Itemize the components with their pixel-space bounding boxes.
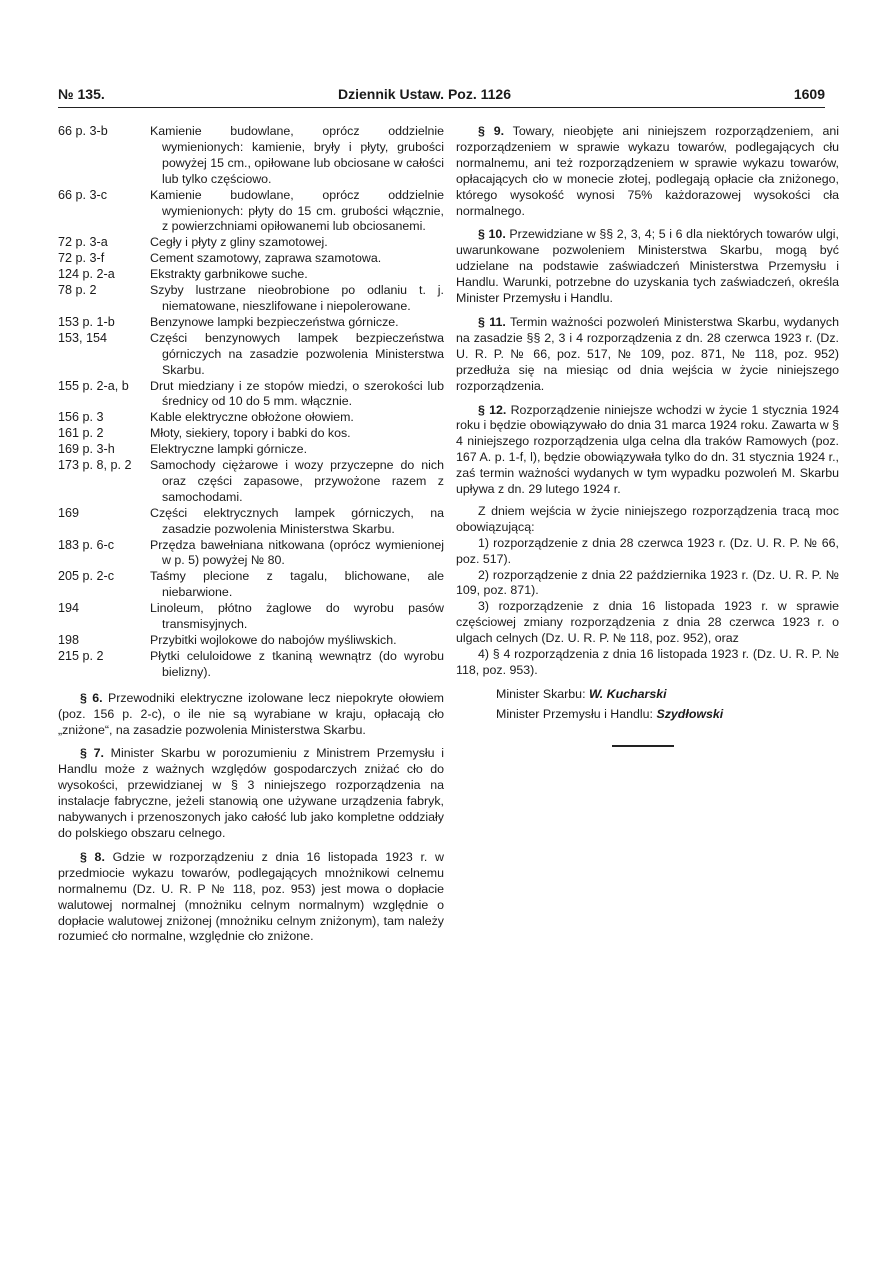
paragraph-text: Gdzie w rozporządzeniu z dnia 16 listopada 1923 r. w przedmiocie wykazu towarów, podlegających mnożnikowi celnemu normalnemu (Dz. U. R. P № 118, poz. 953) jest mowa o dopłacie walutowej normalnej (mnożniku celnym normalnym) względnie o dopłacie walutowej zniżonej (mnożniku celnym zniżonym), tam należy rozumieć cło normalne, względnie cło zniżone. [58, 849, 444, 944]
right-column [456, 124, 839, 747]
paragraph-text: Przewidziane w §§ 2, 3, 4; 5 i 6 dla niektórych towarów ulgi, uwarunkowane pozwoleniem Ministerstwa Skarbu, mogą być udzielane na podstawie zaświadczeń Ministerstwa Przemysłu i Handlu. Warunki, potrzebne do uzyskania tych zaświadczeń, określa Minister Przemysłu i Handlu. [456, 227, 839, 306]
tariff-description: Szyby lustrzane nieobrobione po odlaniu t. j. niematowane, nieszlifowane i niepolerowane. [150, 283, 444, 313]
page-header [58, 86, 825, 106]
tariff-ref: 124 p. 2-a [58, 267, 115, 282]
table-row [58, 601, 444, 633]
paragraph [456, 124, 839, 219]
right-paragraphs [456, 124, 839, 498]
tariff-ref: 153, 154 [58, 330, 108, 345]
tariff-description: Cegły i płyty z gliny szamotowej. [150, 235, 328, 250]
section-number: § 6. [80, 690, 103, 705]
tariff-description: Przybitki wojlokowe do nabojów myśliwskich. [150, 633, 397, 647]
table-row [58, 124, 444, 188]
paragraph [58, 746, 444, 841]
paragraph-text: Towary, nieobjęte ani niniejszem rozporządzeniem, ani rozporządzeniem w sprawie wykazu towarów, podlegających cłu normalnemu, ani też rozporządzeniem w sprawie wykazu towarów, opłacających cło w monecie złotej, podlegają opłacie cła zniżonego, którego wysokość wynosi 75% każdorazowej wysokości cła normalnego. [456, 124, 839, 218]
signature-name: W. Kucharski [588, 686, 667, 701]
tariff-description: Linoleum, płótno żaglowe do wyrobu pasów transmisyjnych. [150, 601, 444, 632]
table-row [58, 331, 444, 379]
table-row [58, 379, 444, 411]
tariff-description: Części elektrycznych lampek górniczych, na zasadzie pozwolenia Ministerstwa Skarbu. [150, 505, 444, 536]
tariff-ref: 169 [58, 505, 80, 520]
header-rule [58, 107, 825, 108]
tariff-description: Części benzynowych lampek bezpieczeństwa górniczych na zasadzie pozwolenia Ministerstwa Skarbu. [150, 330, 444, 377]
paragraph-text: Termin ważności pozwoleń Ministerstwa Skarbu, wydanych na zasadzie §§ 2, 3 i 4 rozporządzenia z dn. 28 czerwca 1923 r. (Dz. U. R. P. № 66, poz. 517, № 109, poz. 871, № 118, poz. 952) przedłuża się na miesiąc od dnia wejścia w życie niniejszego rozporządzenia. [456, 314, 839, 393]
repeal-item: 4) § 4 rozporządzenia z dnia 16 listopada 1923 r. (Dz. U. R. P. № 118, poz. 953). [456, 647, 839, 677]
tariff-description: Samochody ciężarowe i wozy przyczepne do nich oraz części zapasowe, przywożone razem z samochodami. [150, 458, 444, 504]
tariff-description: Ekstrakty garbnikowe suche. [150, 267, 308, 282]
section-number: § 12. [478, 402, 507, 417]
tariff-description: Cement szamotowy, zaprawa szamotowa. [150, 251, 382, 266]
tariff-description: Kamienie budowlane, oprócz oddzielnie wymienionych: kamienie, bryły i płyty, grubości powyżej 15 cm., opiłowane lub obciosane w całości lub tylko częściowo. [150, 124, 444, 186]
tariff-description: Młoty, siekiery, topory i babki do kos. [150, 426, 351, 441]
table-row [58, 506, 444, 538]
signature-line [456, 707, 839, 723]
issue-number: № 135. [58, 86, 105, 102]
end-rule [612, 745, 674, 747]
table-row [58, 442, 444, 458]
tariff-ref: 72 p. 3-f [58, 251, 105, 266]
tariff-description: Kamienie budowlane, oprócz oddzielnie wymienionych: płyty do 15 cm. grubości włącznie, z powierzchniami opiłowanemi lub obciosanemi. [150, 187, 444, 234]
table-row [58, 426, 444, 442]
paragraph [58, 691, 444, 739]
paragraph [456, 227, 839, 307]
tariff-ref: 215 p. 2 [58, 648, 104, 663]
tariff-description: Kable elektryczne obłożone ołowiem. [150, 410, 354, 425]
signature-name: Szydłowski [656, 706, 724, 721]
tariff-table [58, 124, 444, 681]
tariff-ref: 173 p. 8, p. 2 [58, 458, 132, 473]
repeal-item: 1) rozporządzenie z dnia 28 czerwca 1923 r. (Dz. U. R. P. № 66, poz. 517). [456, 535, 839, 566]
paragraph-text: Minister Skarbu w porozumieniu z Ministrem Przemysłu i Handlu może z ważnych względów gospodarczych zniżać cło do wysokości, przewidzianej w § 3 niniejszego rozporządzenia na instalacje fabryczne, jeżeli stanowią one używane urządzenia fabryk, nabywanych i przenoszonych jako całość lub jako kompletne oddziały do polskiego obszaru celnego. [58, 746, 444, 840]
left-paragraphs [58, 691, 444, 946]
repeal-intro: Z dniem wejścia w życie niniejszego rozporządzenia tracą moc obowiązującą: [456, 503, 839, 534]
tariff-ref: 183 p. 6-c [58, 537, 115, 552]
page-number: 1609 [793, 86, 825, 102]
section-number: § 9. [478, 124, 505, 138]
tariff-ref: 198 [58, 633, 80, 647]
table-row [58, 188, 444, 236]
signature-role: Minister Skarbu: [496, 686, 586, 701]
tariff-description: Elektryczne lampki górnicze. [150, 442, 308, 457]
section-number: § 7. [80, 746, 104, 761]
table-row [58, 649, 444, 681]
paragraph-text: Rozporządzenie niniejsze wchodzi w życie 1 stycznia 1924 roku i będzie obowiązywało do dnia 31 marca 1924 roku. Zawarta w § 4 niniejszego rozporządzenia ulga celna dla traków Ramowych (poz. 167 A. p. 1-f, l), będzie obowiązywała tylko do dn. 31 stycznia 1924 r., zaś termin ważności wydanych w tym wypadku pozwoleń M. Skarbu upływa z dn. 29 lutego 1924 r. [456, 402, 839, 497]
section-number: § 8. [80, 849, 105, 864]
table-row [58, 538, 444, 570]
tariff-ref: 156 p. 3 [58, 410, 104, 425]
repeal-item: 2) rozporządzenie z dnia 22 października 1923 r. (Dz. U. R. P. № 109, poz. 871). [456, 567, 839, 598]
tariff-ref: 72 p. 3-a [58, 235, 108, 250]
table-row [58, 458, 444, 506]
paragraph [456, 315, 839, 395]
table-row [58, 315, 444, 331]
table-row [58, 283, 444, 315]
tariff-ref: 194 [58, 601, 80, 616]
paragraph-text: Przewodniki elektryczne izolowane lecz niepokryte ołowiem (poz. 156 p. 2-c), o ile nie są wyrabiane w kraju, opłacają cło „zniżone“, na zasadzie pozwolenia Ministerstwa Skarbu. [58, 690, 445, 737]
table-row [58, 267, 444, 283]
section-number: § 10. [478, 227, 506, 242]
signatures [456, 687, 839, 723]
tariff-ref: 78 p. 2 [58, 283, 97, 298]
paragraph [456, 403, 839, 498]
tariff-description: Przędza bawełniana nitkowana (oprócz wymienionej w p. 5) powyżej № 80. [150, 537, 444, 568]
paragraph [58, 850, 444, 945]
tariff-description: Taśmy plecione z tagalu, blichowane, ale niebarwione. [150, 569, 444, 600]
tariff-ref: 155 p. 2-a, b [58, 378, 129, 393]
tariff-description: Płytki celuloidowe z tkaniną wewnątrz (do wyrobu bielizny). [150, 648, 444, 679]
table-row [58, 251, 444, 267]
signature-role: Minister Przemysłu i Handlu: [496, 706, 653, 721]
table-row [58, 569, 444, 601]
tariff-ref: 161 p. 2 [58, 426, 104, 441]
tariff-ref: 153 p. 1-b [58, 314, 115, 329]
tariff-description: Benzynowe lampki bezpieczeństwa górnicze. [150, 314, 399, 329]
tariff-ref: 66 p. 3-b [58, 124, 108, 138]
left-column [58, 124, 444, 945]
table-row [58, 235, 444, 251]
repeal-list [456, 536, 839, 679]
tariff-ref: 169 p. 3-h [58, 442, 115, 457]
section-number: § 11. [478, 314, 506, 329]
table-row [58, 633, 444, 649]
tariff-ref: 205 p. 2-c [58, 569, 115, 584]
journal-title: Dziennik Ustaw. Poz. 1126 [338, 86, 511, 102]
signature-line [456, 687, 839, 703]
tariff-description: Drut miedziany i ze stopów miedzi, o szerokości lub średnicy od 10 do 5 mm. włącznie. [150, 378, 444, 409]
table-row [58, 410, 444, 426]
repeal-item: 3) rozporządzenie z dnia 16 listopada 1923 r. w sprawie częściowej zmiany rozporządzenia z dnia 28 czerwca 1923 r. o ulgach celnych (Dz. U. R. P. № 118, poz. 952), oraz [456, 599, 839, 646]
tariff-ref: 66 p. 3-c [58, 187, 108, 202]
